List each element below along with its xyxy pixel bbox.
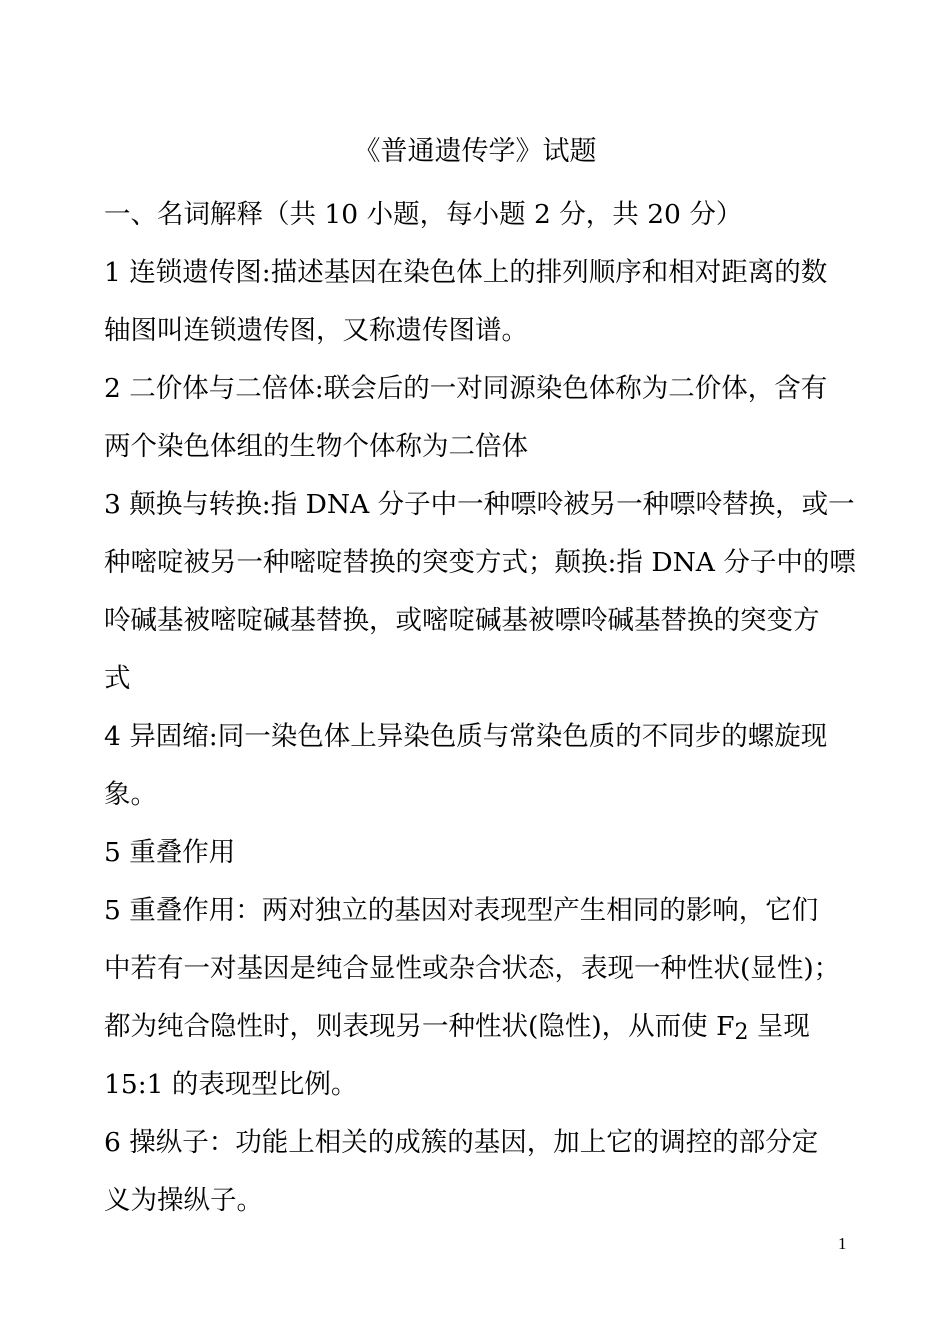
body-line: 3 颠换与转换:指 DNA 分子中一种嘌呤被另一种嘌呤替换，或一 [104,489,855,520]
body-line: 6 操纵子：功能上相关的成簇的基因，加上它的调控的部分定 [104,1127,819,1158]
document-title: 《普通遗传学》试题 [353,136,597,167]
body-line-tail: 呈现 [748,1011,810,1042]
subscript: 2 [734,1020,749,1045]
body-line: 轴图叫连锁遗传图，又称遗传图谱。 [104,315,528,346]
body-line: 两个染色体组的生物个体称为二倍体 [104,431,528,462]
body-line-with-subscript [104,998,864,1056]
body-line: 中若有一对基因是纯合显性或杂合状态，表现一种性状(显性)； [104,953,841,984]
document-body [104,186,864,1230]
body-line-text: 都为纯合隐性时，则表现另一种性状(隐性)，从而使 F [104,1011,735,1042]
body-line: 5 重叠作用：两对独立的基因对表现型产生相同的影响，它们 [104,895,819,926]
body-line: 4 异固缩:同一染色体上异染色质与常染色质的不同步的螺旋现 [104,721,828,752]
section-heading: 一、名词解释（共 10 小题，每小题 2 分，共 20 分） [104,199,743,230]
body-line: 象。 [104,779,157,810]
body-line: 2 二价体与二倍体:联会后的一对同源染色体称为二价体，含有 [104,373,828,404]
body-line: 5 重叠作用 [104,837,236,868]
body-line: 义为操纵子。 [104,1185,263,1216]
body-line: 15:1 的表现型比例。 [104,1069,358,1100]
body-line: 呤碱基被嘧啶碱基替换，或嘧啶碱基被嘌呤碱基替换的突变方 [104,605,820,636]
page-number: 1 [838,1234,847,1253]
body-line: 1 连锁遗传图:描述基因在染色体上的排列顺序和相对距离的数 [104,257,828,288]
body-line: 种嘧啶被另一种嘧啶替换的突变方式；颠换:指 DNA 分子中的嘌 [104,547,856,578]
body-line: 式 [104,663,131,694]
